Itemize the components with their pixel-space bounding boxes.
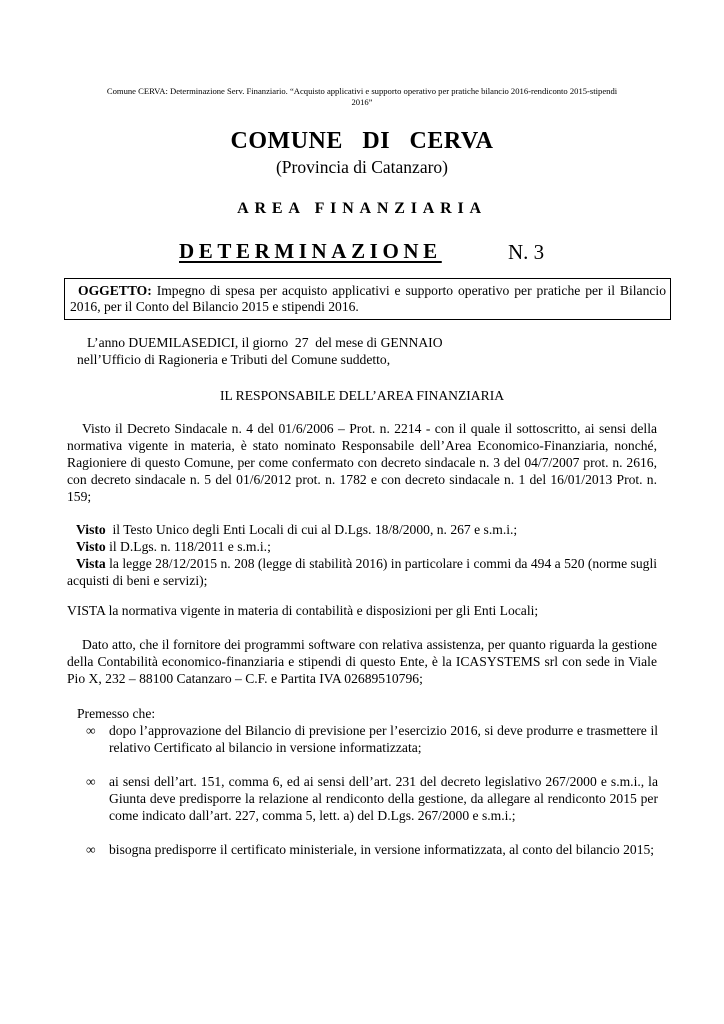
list-item [86, 722, 658, 756]
visti-item [67, 538, 657, 555]
infinity-bullet-icon: ∞ [86, 774, 96, 789]
visti-list [67, 521, 657, 589]
visti-item-label: Visto [76, 522, 106, 537]
list-item-text: ai sensi dell’art. 151, comma 6, ed ai sensi dell’art. 231 del decreto legislativo 267/2000 e s.m.i., la Giunta deve predisporre la relazione al rendiconto della gestione, da allegare al rendiconto 2015 per come indicato dall’art. 227, comma 5, lett. a) del D.Lgs. 267/2000 e s.m.i.; [109, 774, 658, 823]
running-header-line-1: Comune CERVA: Determinazione Serv. Finanziario. “Acquisto applicativi e supporto operativo per pratiche bilancio 2016-rendiconto 2015-stipendi [106, 86, 618, 96]
determinazione-number: N. 3 [508, 240, 545, 264]
responsabile-heading: IL RESPONSABILE DELL’AREA FINANZIARIA [219, 388, 505, 403]
oggetto-box [64, 278, 671, 320]
area-heading: AREA FINANZIARIA [237, 200, 487, 217]
visti-item [67, 521, 657, 538]
opening-line-1: L’anno DUEMILASEDICI, il giorno 27 del mese di GENNAIO [87, 335, 443, 350]
visto-decreto-paragraph: Visto il Decreto Sindacale n. 4 del 01/6/2006 – Prot. n. 2214 - con il quale il sottoscritto, ai sensi della normativa vigente in materia, è stato nominato Responsabile dell’Area Economico-Finanziaria, nonché, Ragioniere di questo Comune, per come confermato con decreto sindacale n. 3 del 04/7/2007 prot. n. 2616, con decreto sindacale n. 5 del 01/6/2012 prot. n. 1782 e con decreto sindacale n. 1 del 16/01/2013 Prot. n. 159; [67, 421, 657, 504]
infinity-bullet-icon: ∞ [86, 842, 96, 857]
running-header [60, 86, 664, 108]
infinity-bullet-icon: ∞ [86, 723, 96, 738]
premesso-label: Premesso che: [77, 706, 156, 721]
list-item-text: bisogna predisporre il certificato ministeriale, in versione informatizzata, al conto del bilancio 2015; [109, 842, 655, 857]
page-title: COMUNE DI CERVA [230, 128, 494, 154]
list-item [86, 841, 658, 858]
list-item-text: dopo l’approvazione del Bilancio di previsione per l’esercizio 2016, si deve produrre e trasmettere il relativo Certificato al bilancio in versione informatizzata; [109, 723, 658, 755]
visti-item-label: Visto [76, 539, 106, 554]
determinazione-label: DETERMINAZIONE [179, 239, 442, 263]
running-header-line-2: 2016” [351, 97, 373, 107]
opening-paragraph [77, 334, 642, 368]
oggetto-label: OGGETTO: [78, 283, 152, 298]
oggetto-text: Impegno di spesa per acquisto applicativi e supporto operativo per pratiche per il Bilancio 2016, per il Conto del Bilancio 2015 e stipendi 2016. [70, 283, 666, 314]
opening-line-2: nell’Ufficio di Ragioneria e Tributi del Comune suddetto, [77, 352, 391, 367]
visti-item [67, 555, 657, 589]
visti-item-text: il Testo Unico degli Enti Locali di cui al D.Lgs. 18/8/2000, n. 267 e s.m.i.; [112, 522, 518, 537]
dato-atto-paragraph: Dato atto, che il fornitore dei programmi software con relativa assistenza, per quanto riguarda la gestione della Contabilità economico-finanziaria e stipendi di questo Ente, è la ICASYSTEMS srl con sede in Viale Pio X, 232 – 88100 Catanzaro – C.F. e Partita IVA 02689510796; [67, 637, 657, 686]
visti-item-text: il D.Lgs. n. 118/2011 e s.m.i.; [109, 539, 271, 554]
list-item [86, 773, 658, 824]
vista-normativa-paragraph: VISTA la normativa vigente in materia di contabilità e disposizioni per gli Enti Locali; [67, 603, 539, 618]
page-subtitle: (Provincia di Catanzaro) [275, 157, 449, 177]
visti-item-text: la legge 28/12/2015 n. 208 (legge di stabilità 2016) in particolare i commi da 494 a 520 (norme sugli acquisti di beni e servizi); [67, 556, 657, 588]
visti-item-label: Vista [76, 556, 106, 571]
